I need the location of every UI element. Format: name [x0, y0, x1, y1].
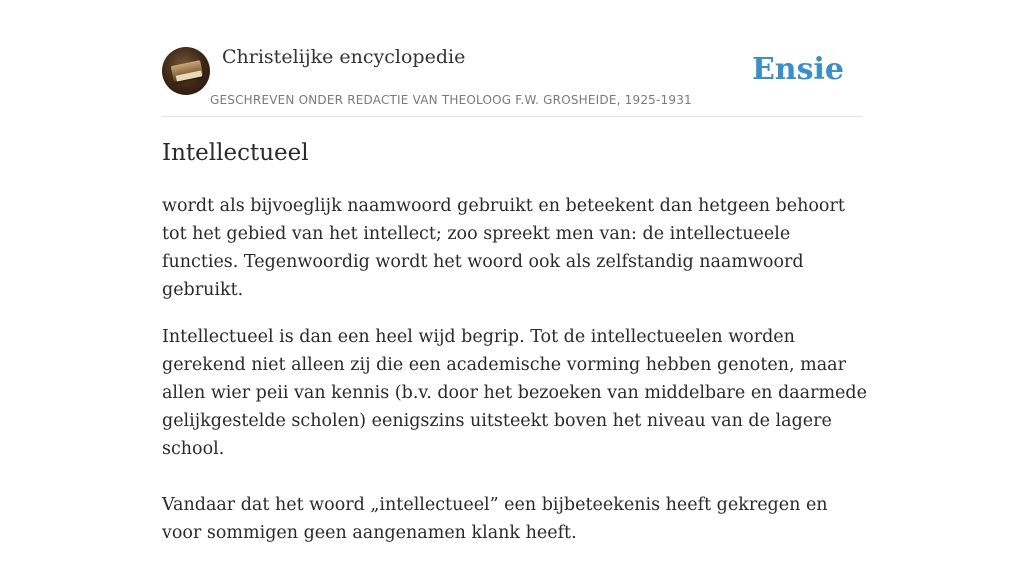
entry-paragraph-3: Vandaar dat het woord „intellectueel” een bijbeteekenis heeft gekregen en voor sommigen geen aangenamen klank heeft. — [162, 495, 828, 543]
entry-paragraph-2: Intellectueel is dan een heel wijd begrip. Tot de intellectueelen worden gerekend niet alleen zij die een academische vorming hebben genoten, maar allen wier peii van kennis (b.v. door het bezoeken van middelbare en daarmede gelijkgestelde scholen) eenigszins uitsteekt boven het niveau van de lagere school. — [162, 327, 867, 459]
entry-paragraph-1: wordt als bijvoeglijk naamwoord gebruikt en beteekent dan hetgeen behoort tot het gebied van het intellect; zoo spreekt men van: de intellectueele functies. Tegenwoordig wordt het woord ook als zelfstandig naamwoord gebruikt. — [162, 196, 845, 300]
entry-title: Intellectueel — [162, 140, 309, 166]
page-header — [162, 46, 862, 117]
site-title[interactable]: Christelijke encyclopedie — [222, 46, 466, 68]
book-icon[interactable] — [162, 47, 210, 95]
brand-logo[interactable]: Ensie — [751, 52, 844, 87]
site-subtitle: GESCHREVEN ONDER REDACTIE VAN THEOLOOG F.W. GROSHEIDE, 1925-1931 — [210, 93, 692, 107]
entry-content — [162, 192, 872, 566]
